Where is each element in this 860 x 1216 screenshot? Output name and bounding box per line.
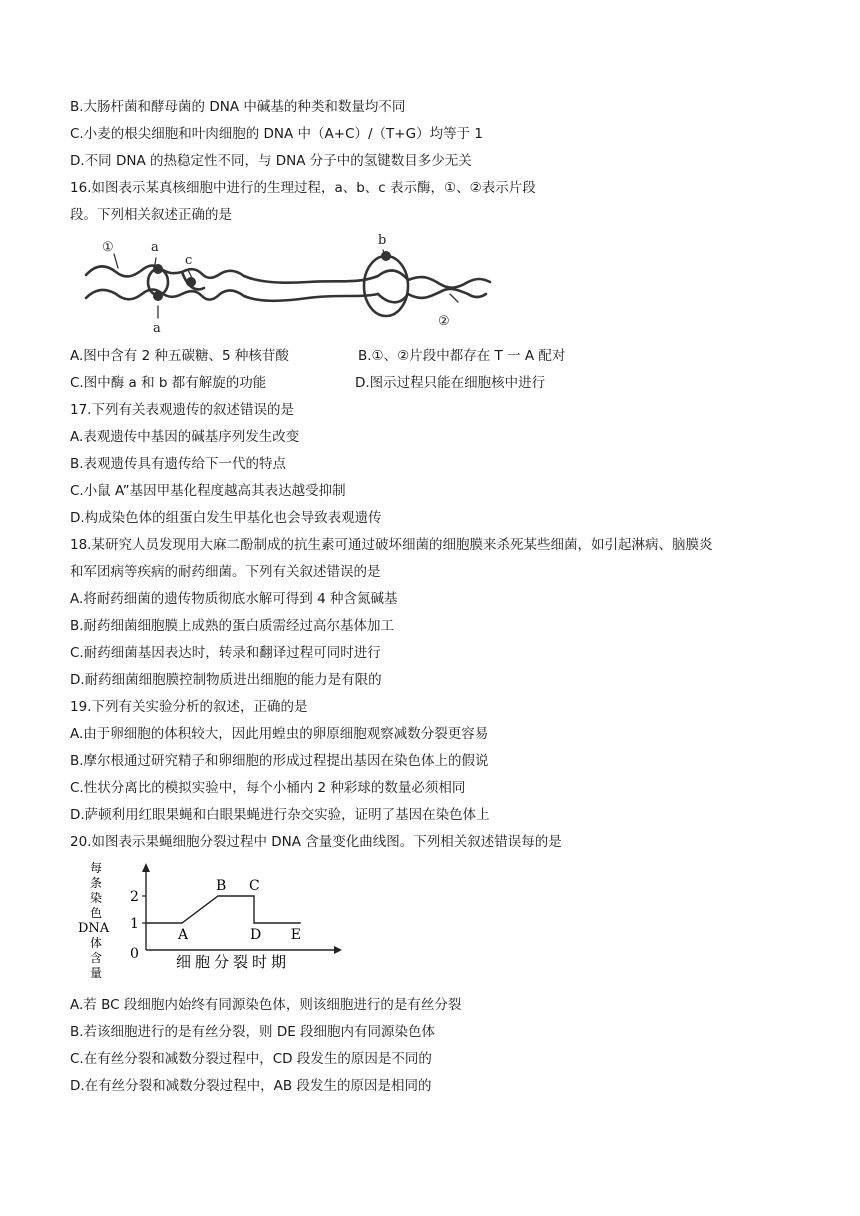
ylabel-char: 每 bbox=[90, 861, 103, 875]
fig-label-2: ② bbox=[438, 314, 450, 329]
chart-xlabel: 细胞分裂时期 bbox=[176, 953, 291, 971]
point-label-b: B bbox=[216, 878, 227, 894]
ylabel-char: 体 bbox=[90, 936, 103, 950]
q15-option-c: C.小麦的根尖细胞和叶肉细胞的 DNA 中（A+C）/（T+G）均等于 1 bbox=[70, 126, 483, 142]
ylabel-char: 量 bbox=[90, 966, 103, 980]
q16-option-d: D.图示过程只能在细胞核中进行 bbox=[355, 375, 546, 391]
ylabel-dna: DNA bbox=[78, 921, 110, 936]
q20-option-c: C.在有丝分裂和减数分裂过程中，CD 段发生的原因是不同的 bbox=[70, 1051, 432, 1067]
y-axis-arrow bbox=[142, 863, 150, 872]
chart-ylabel bbox=[78, 860, 110, 980]
ylabel-char: 条 bbox=[90, 876, 103, 890]
point-label-d: D bbox=[250, 927, 262, 943]
ylabel-char: 色 bbox=[90, 906, 103, 920]
q17-option-c: C.小鼠 A”基因甲基化程度越高其表达越受抑制 bbox=[70, 483, 346, 499]
q15-option-d: D.不同 DNA 的热稳定性不同，与 DNA 分子中的氢键数目多少无关 bbox=[70, 153, 472, 169]
replication-bubble-b bbox=[364, 256, 408, 316]
q16-option-c: C.图中酶 a 和 b 都有解旋的功能 bbox=[70, 375, 267, 391]
q18-option-a: A.将耐药细菌的遗传物质彻底水解可得到 4 种含氮碱基 bbox=[70, 591, 398, 607]
fig-label-b: b bbox=[378, 233, 387, 248]
q16-stem-line1: 16.如图表示某真核细胞中进行的生理过程，a、b、c 表示酶，①、②表示片段 bbox=[70, 180, 536, 196]
y-tick-label: 1 bbox=[130, 916, 139, 932]
q17-option-b: B.表观遗传具有遗传给下一代的特点 bbox=[70, 456, 287, 472]
ylabel-char: 染 bbox=[90, 891, 103, 905]
dna-replication-figure bbox=[78, 232, 498, 344]
q20-option-a: A.若 BC 段细胞内始终有同源染色体，则该细胞进行的是有丝分裂 bbox=[70, 997, 462, 1013]
q18-option-b: B.耐药细菌细胞膜上成熟的蛋白质需经过高尔基体加工 bbox=[70, 618, 395, 634]
enzyme-a-bottom bbox=[153, 291, 163, 301]
upper-strand bbox=[86, 266, 378, 283]
q18-stem-line1: 18.某研究人员发现用大麻二酚制成的抗生素可通过破坏细菌的细胞膜来杀死某些细菌，如引起淋病、脑膜炎 bbox=[70, 537, 713, 553]
fig-label-a-bottom: a bbox=[153, 321, 161, 336]
fig-label-c: c bbox=[185, 253, 193, 268]
q16-option-a: A.图中含有 2 种五碳糖、5 种核苷酸 bbox=[70, 348, 289, 364]
right-strand-lower bbox=[408, 289, 486, 298]
q19-stem: 19.下列有关实验分析的叙述，正确的是 bbox=[70, 699, 308, 715]
q17-option-a: A.表观遗传中基因的碱基序列发生改变 bbox=[70, 429, 300, 445]
dna-content-line bbox=[146, 896, 301, 923]
point-label-e: E bbox=[290, 927, 302, 943]
dna-content-chart bbox=[72, 860, 372, 980]
enzyme-b bbox=[381, 251, 391, 261]
fig-label-1: ① bbox=[102, 240, 114, 255]
right-strand-upper bbox=[408, 277, 490, 288]
q16-stem-line2: 段。下列相关叙述正确的是 bbox=[70, 207, 232, 223]
ylabel-char: 含 bbox=[90, 951, 103, 965]
point-label-c: C bbox=[249, 878, 260, 894]
enzyme-c bbox=[186, 277, 196, 287]
origin-label: 0 bbox=[130, 946, 139, 962]
q18-option-c: C.耐药细菌基因表达时，转录和翻译过程可同时进行 bbox=[70, 645, 381, 661]
q20-option-b: B.若该细胞进行的是有丝分裂，则 DE 段细胞内有同源染色体 bbox=[70, 1024, 436, 1040]
q17-option-d: D.构成染色体的组蛋白发生甲基化也会导致表观遗传 bbox=[70, 510, 382, 526]
q18-stem-line2: 和军团病等疾病的耐药细菌。下列有关叙述错误的是 bbox=[70, 564, 381, 580]
q19-option-a: A.由于卵细胞的体积较大，因此用蝗虫的卵原细胞观察减数分裂更容易 bbox=[70, 726, 489, 742]
point-label-a: A bbox=[178, 927, 189, 943]
x-axis-arrow bbox=[334, 946, 342, 954]
fig-label-a-top: a bbox=[151, 240, 159, 255]
q19-option-b: B.摩尔根通过研究精子和卵细胞的形成过程提出基因在染色体上的假说 bbox=[70, 753, 489, 769]
q20-option-d: D.在有丝分裂和减数分裂过程中，AB 段发生的原因是相同的 bbox=[70, 1078, 432, 1094]
enzyme-a-top bbox=[153, 264, 163, 274]
lower-strand bbox=[86, 290, 378, 301]
q17-stem: 17.下列有关表观遗传的叙述错误的是 bbox=[70, 402, 294, 418]
q19-option-c: C.性状分离比的模拟实验中，每个小桶内 2 种彩球的数量必须相同 bbox=[70, 780, 466, 796]
y-tick-label: 2 bbox=[130, 889, 139, 905]
q16-option-b: B.①、②片段中都存在 T 一 A 配对 bbox=[358, 348, 566, 364]
q18-option-d: D.耐药细菌细胞膜控制物质进出细胞的能力是有限的 bbox=[70, 672, 382, 688]
q15-option-b: B.大肠杆菌和酵母菌的 DNA 中碱基的种类和数量均不同 bbox=[70, 99, 406, 115]
q20-stem: 20.如图表示果蝇细胞分裂过程中 DNA 含量变化曲线图。下列相关叙述错误每的是 bbox=[70, 834, 562, 850]
q19-option-d: D.萨顿利用红眼果蝇和白眼果蝇进行杂交实验，证明了基因在染色体上 bbox=[70, 807, 490, 823]
